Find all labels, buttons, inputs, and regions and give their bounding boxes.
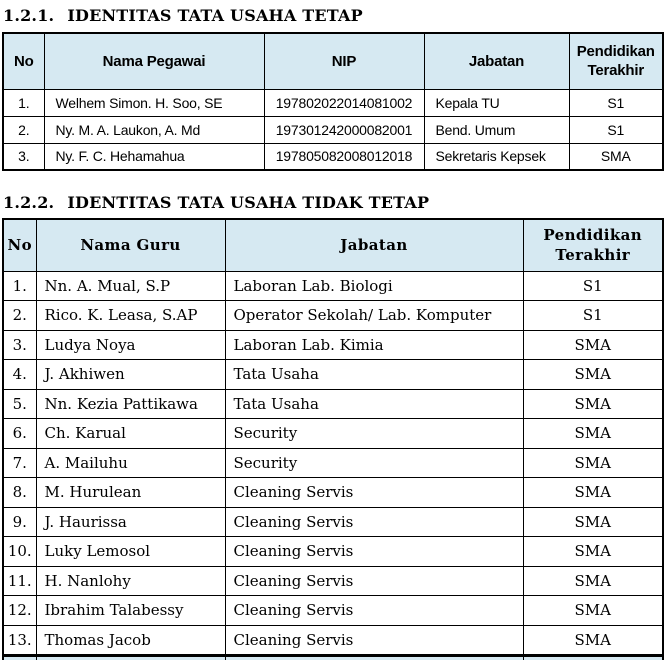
cell-jabatan: Security (225, 419, 523, 449)
table-row (3, 537, 663, 567)
table-row (3, 89, 663, 116)
table-row (3, 360, 663, 390)
cell-jabatan: Tata Usaha (225, 389, 523, 419)
cell-no: 1. (3, 89, 44, 116)
cell-no: 11. (3, 566, 36, 596)
cell-nip: 197805082008012018 (264, 143, 424, 170)
cell-jabatan: Cleaning Servis (225, 566, 523, 596)
permanent-staff-table (2, 32, 664, 171)
cell-nama: Rico. K. Leasa, S.AP (36, 301, 225, 331)
table-row (3, 330, 663, 360)
table-row (3, 566, 663, 596)
cell-pendidikan: SMA (523, 507, 663, 537)
cell-nip: 197301242000082001 (264, 116, 424, 143)
non-permanent-staff-table (2, 218, 664, 656)
cell-nama: Ny. M. A. Laukon, A. Md (44, 116, 264, 143)
cell-pendidikan: SMA (523, 537, 663, 567)
cell-no: 13. (3, 625, 36, 655)
cell-nama: M. Hurulean (36, 478, 225, 508)
section-2-heading (0, 171, 664, 218)
cell-jabatan: Security (225, 448, 523, 478)
cell-no: 2. (3, 116, 44, 143)
non-permanent-staff-table-header (3, 219, 663, 271)
cell-jabatan: Tata Usaha (225, 360, 523, 390)
cell-jabatan: Laboran Lab. Kimia (225, 330, 523, 360)
cell-jabatan: Cleaning Servis (225, 507, 523, 537)
cell-pendidikan: SMA (523, 478, 663, 508)
section-2-title: IDENTITAS TATA USAHA TIDAK TETAP (67, 193, 430, 212)
table-row (3, 419, 663, 449)
cell-pendidikan: S1 (523, 301, 663, 331)
section-1-title: IDENTITAS TATA USAHA TETAP (67, 6, 363, 25)
cell-nama: Ny. F. C. Hehamahua (44, 143, 264, 170)
table-row (3, 625, 663, 655)
header-row (3, 219, 663, 271)
cell-jabatan: Cleaning Servis (225, 625, 523, 655)
cell-nama: J. Akhiwen (36, 360, 225, 390)
header-row-partial (3, 656, 663, 660)
cell-pendidikan: SMA (523, 625, 663, 655)
cell-nama: Nn. Kezia Pattikawa (36, 389, 225, 419)
section-2-number: 1.2.2. (3, 193, 55, 212)
cell-no: 3. (3, 330, 36, 360)
cell-nama: Ch. Karual (36, 419, 225, 449)
column-header-nama: Nama Pegawai (44, 33, 264, 89)
cell-nama: H. Nanlohy (36, 566, 225, 596)
cell-pendidikan: SMA (523, 389, 663, 419)
table-row (3, 507, 663, 537)
cell-pendidikan: SMA (569, 143, 663, 170)
cell-jabatan: Kepala TU (424, 89, 569, 116)
cell-no: 1. (3, 271, 36, 301)
table-row (3, 143, 663, 170)
column-header-no: No (3, 219, 36, 271)
cell-no: 12. (3, 596, 36, 626)
cell-pendidikan: S1 (569, 89, 663, 116)
cell-no: 4. (3, 360, 36, 390)
table-row (3, 271, 663, 301)
cell-pendidikan: SMA (523, 448, 663, 478)
table-row (3, 478, 663, 508)
cell-nama: Ludya Noya (36, 330, 225, 360)
table-row (3, 596, 663, 626)
cell-jabatan: Cleaning Servis (225, 596, 523, 626)
cell-pendidikan: S1 (523, 271, 663, 301)
permanent-staff-table-header (3, 33, 663, 89)
cell-nama: Welhem Simon. H. Soo, SE (44, 89, 264, 116)
cell-jabatan: Operator Sekolah/ Lab. Komputer (225, 301, 523, 331)
cell-nama: A. Mailuhu (36, 448, 225, 478)
cell-pendidikan: SMA (523, 596, 663, 626)
cell-nip: 197802022014081002 (264, 89, 424, 116)
cell-no: 10. (3, 537, 36, 567)
cell-no: 3. (3, 143, 44, 170)
cell-pendidikan: SMA (523, 566, 663, 596)
cell-jabatan: Sekretaris Kepsek (424, 143, 569, 170)
cell-nama: Nn. A. Mual, S.P (36, 271, 225, 301)
section-1-heading (0, 0, 664, 32)
cell-nama: Thomas Jacob (36, 625, 225, 655)
cell-pendidikan: SMA (523, 330, 663, 360)
column-header-pendidikan: Pendidikan Terakhir (523, 219, 663, 271)
table-row (3, 389, 663, 419)
cell-jabatan: Bend. Umum (424, 116, 569, 143)
table-row (3, 301, 663, 331)
cell-jabatan: Laboran Lab. Biologi (225, 271, 523, 301)
cell-pendidikan: SMA (523, 360, 663, 390)
cell-jabatan: Cleaning Servis (225, 537, 523, 567)
cell-no: 8. (3, 478, 36, 508)
table-row (3, 116, 663, 143)
cell-no: 6. (3, 419, 36, 449)
header-row (3, 33, 663, 89)
cell-no: 5. (3, 389, 36, 419)
cell-pendidikan: SMA (523, 419, 663, 449)
column-header-nip: NIP (264, 33, 424, 89)
column-header-jabatan: Jabatan (225, 219, 523, 271)
cell-no: 2. (3, 301, 36, 331)
column-header-pendidikan: Pendidikan Terakhir (569, 33, 663, 89)
cell-nama: Ibrahim Talabessy (36, 596, 225, 626)
column-header-jabatan: Jabatan (424, 33, 569, 89)
cell-no: 7. (3, 448, 36, 478)
column-header-nama-guru: Nama Guru (36, 219, 225, 271)
cell-no: 9. (3, 507, 36, 537)
cell-nama: J. Haurissa (36, 507, 225, 537)
cell-jabatan: Cleaning Servis (225, 478, 523, 508)
column-header-no: No (3, 33, 44, 89)
section-1-number: 1.2.1. (3, 6, 55, 25)
table-row (3, 448, 663, 478)
next-table-header-sliver (2, 656, 664, 660)
cell-pendidikan: S1 (569, 116, 663, 143)
cell-nama: Luky Lemosol (36, 537, 225, 567)
